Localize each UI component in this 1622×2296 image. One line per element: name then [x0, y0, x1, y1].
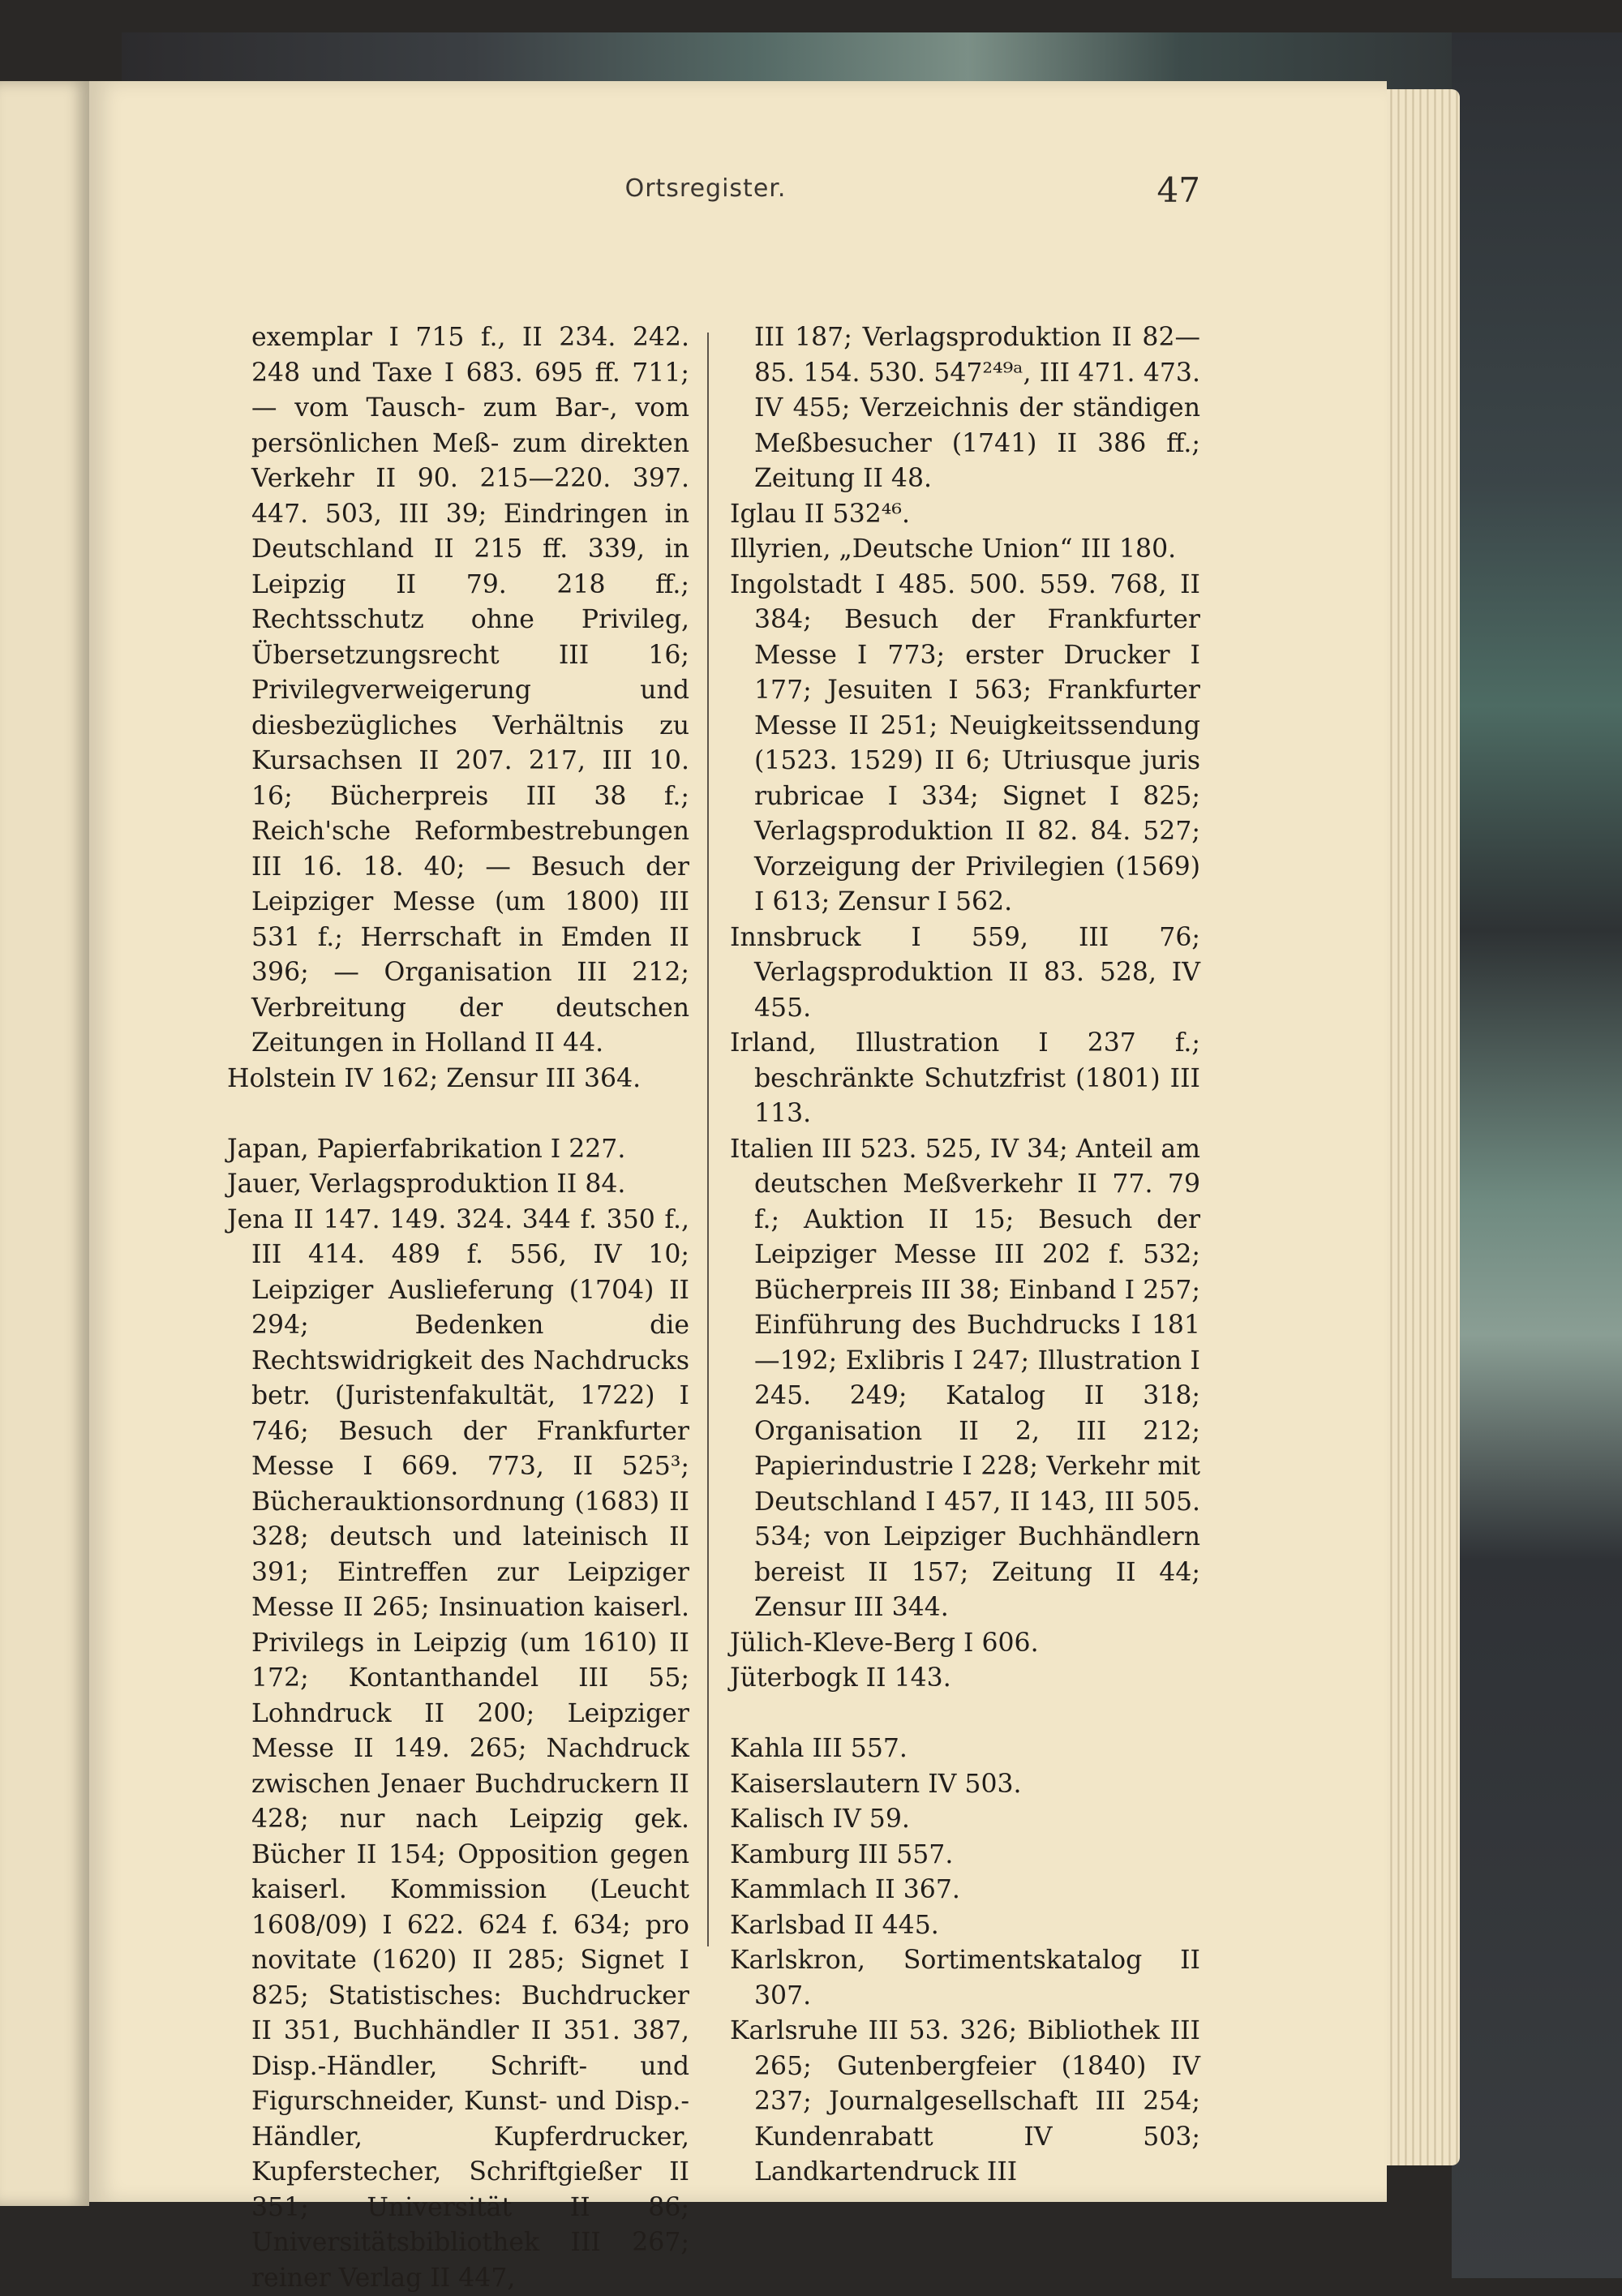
index-entry: Innsbruck I 559, III 76; Verlagsproduktion II 83. 528, IV 455. [730, 921, 1200, 1027]
index-entry: Karlsruhe III 53. 326; Bibliothek III 265; Gutenbergfeier (1840) IV 237; Journalgesellschaft III 254; Kundenrabatt IV 503; Landkartendruck III [730, 2014, 1200, 2191]
index-entry: Karlsbad II 445. [730, 1908, 1200, 1944]
index-entry: Kaiserslautern IV 503. [730, 1767, 1200, 1803]
index-entry: exemplar I 715 f., II 234. 242. 248 und Taxe I 683. 695 ff. 711; — vom Tausch- zum Bar-, vom persönlichen Meß- zum direkten Verkehr II 90. 215—220. 397. 447. 503, III 39; Eindringen in Deutschland II 215 ff. 339, in Leipzig II 79. 218 ff.; Rechtsschutz ohne Privileg, Übersetzungsrecht III 16; Privilegverweigerung und diesbezügliches Verhältnis zu Kursachsen II 207. 217, III 10. 16; Bücherpreis III 38 f.; Reich'sche Reformbestrebungen III 16. 18. 40; — Besuch der Leipziger Messe (um 1800) III 531 f.; Herrschaft in Emden II 396; — Organisation III 212; Verbreitung der deutschen Zeitungen in Holland II 44. [227, 320, 689, 1062]
page-number: 47 [1119, 170, 1200, 210]
index-entry: Jülich-Kleve-Berg I 606. [730, 1626, 1200, 1662]
index-entry: Kammlach II 367. [730, 1873, 1200, 1908]
index-entry: Holstein IV 162; Zensur III 364. [227, 1062, 689, 1097]
index-entry: Iglau II 532⁴⁶. [730, 497, 1200, 533]
index-entry: Irland, Illustration I 237 f.; beschränkte Schutzfrist (1801) III 113. [730, 1026, 1200, 1132]
index-entry: Ingolstadt I 485. 500. 559. 768, II 384; Besuch der Frankfurter Messe I 773; erster Drucker I 177; Jesuiten I 563; Frankfurter Messe II 251; Neuigkeitssendung (1523. 1529) II 6; Utriusque juris rubricae I 334; Signet I 825; Verlagsproduktion II 82. 84. 527; Vorzeigung der Privilegien (1569) I 613; Zensur I 562. [730, 568, 1200, 921]
entry-gap [227, 1097, 689, 1132]
index-entry: Karlskron, Sortimentskatalog II 307. [730, 1943, 1200, 2014]
index-entry: Jüterbogk II 143. [730, 1661, 1200, 1697]
index-entry: Illyrien, „Deutsche Union“ III 180. [730, 532, 1200, 568]
index-entry: Kalisch IV 59. [730, 1802, 1200, 1838]
index-entry: Japan, Papierfabrikation I 227. [227, 1132, 689, 1168]
entry-gap [730, 1697, 1200, 1732]
index-column-left [227, 320, 689, 2296]
index-entry: Jauer, Verlagsproduktion II 84. [227, 1167, 689, 1203]
column-divider [707, 333, 709, 1946]
index-entry: III 187; Verlagsproduktion II 82—85. 154. 530. 547²⁴⁹ᵃ, III 471. 473. IV 455; Verzeichnis der ständigen Meßbesucher (1741) II 386 ff.; Zeitung II 48. [730, 320, 1200, 497]
facing-page-edge [0, 81, 89, 2206]
index-entry: Italien III 523. 525, IV 34; Anteil am deutschen Meßverkehr II 77. 79 f.; Auktion II 15; Besuch der Leipziger Messe III 202 f. 532; Bücherpreis III 38; Einband I 257; Einführung des Buchdrucks I 181—192; Exlibris I 247; Illustration I 245. 249; Katalog II 318; Organisation II 2, III 212; Papierindustrie I 228; Verkehr mit Deutschland I 457, II 143, III 505. 534; von Leipziger Buchhändlern bereist II 157; Zeitung II 44; Zensur III 344. [730, 1132, 1200, 1626]
index-entry: Kamburg III 557. [730, 1838, 1200, 1873]
running-title: Ortsregister. [556, 174, 856, 203]
index-column-right [730, 320, 1200, 2191]
book-cover-right [1452, 32, 1622, 2278]
index-entry: Kahla III 557. [730, 1732, 1200, 1767]
index-entry: Jena II 147. 149. 324. 344 f. 350 f., III 414. 489 f. 556, IV 10; Leipziger Auslieferung (1704) II 294; Bedenken die Rechtswidrigkeit des Nachdrucks betr. (Juristenfakultät, 1722) I 746; Besuch der Frankfurter Messe I 669. 773, II 525³; Bücherauktionsordnung (1683) II 328; deutsch und lateinisch II 391; Eintreffen zur Leipziger Messe II 265; Insinuation kaiserl. Privilegs in Leipzig (um 1610) II 172; Kontanthandel III 55; Lohndruck II 200; Leipziger Messe II 149. 265; Nachdruck zwischen Jenaer Buchdruckern II 428; nur nach Leipzig gek. Bücher II 154; Opposition gegen kaiserl. Kommission (Leucht 1608/09) I 622. 624 f. 634; pro novitate (1620) II 285; Signet I 825; Statistisches: Buchdrucker II 351, Buchhändler II 351. 387, Disp.-Händler, Schrift- und Figurschneider, Kunst- und Disp.-Händler, Kupferdrucker, Kupferstecher, Schriftgießer II 351; Universität II 86; Universitätsbibliothek III 267; reiner Verlag II 447, [227, 1203, 689, 2296]
